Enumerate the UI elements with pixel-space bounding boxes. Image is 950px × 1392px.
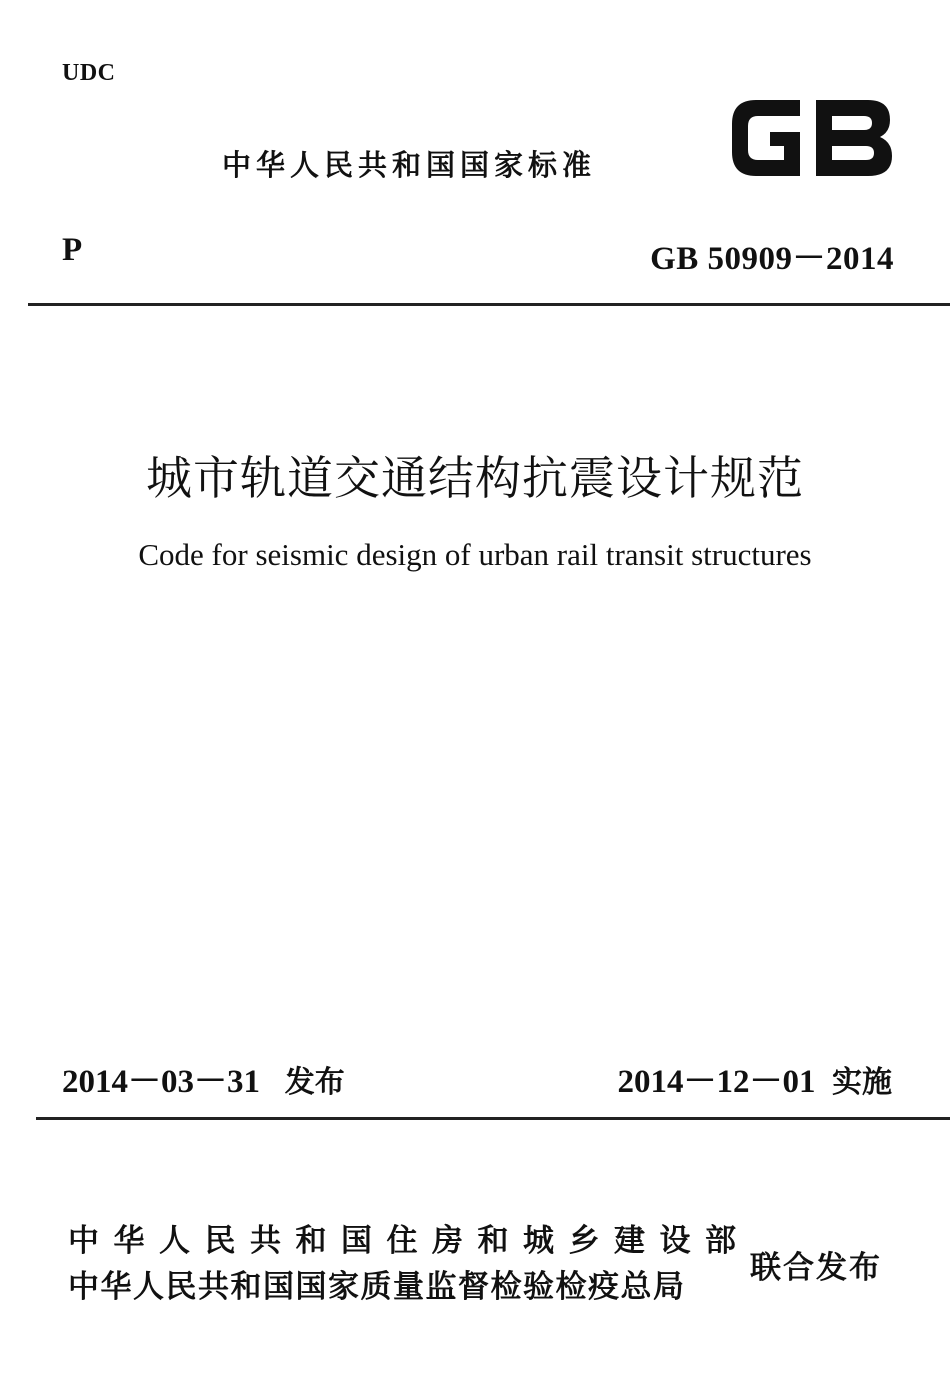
national-standard-heading: 中华人民共和国国家标准 bbox=[222, 148, 597, 182]
footer-divider bbox=[36, 1117, 950, 1120]
implementation-date: 2014－12－01 bbox=[617, 1064, 816, 1100]
issue-date-block bbox=[62, 1055, 345, 1102]
issuing-authorities bbox=[68, 1218, 751, 1310]
issuer-aqsiq: 中华人民共和国国家质量监督检验检疫总局 bbox=[68, 1269, 686, 1305]
title-english: Code for seismic design of urban rail transit structures bbox=[138, 537, 812, 572]
issue-label: 发布 bbox=[284, 1065, 345, 1100]
classification-code: P bbox=[62, 232, 83, 268]
implementation-label: 实施 bbox=[832, 1065, 892, 1100]
implementation-date-block bbox=[618, 1055, 893, 1102]
header-divider bbox=[28, 303, 950, 306]
issuer-ministry-housing: 中华人民共和国住房和城乡建设部 bbox=[68, 1223, 751, 1259]
title-chinese: 城市轨道交通结构抗震设计规范 bbox=[146, 451, 804, 505]
udc-label: UDC bbox=[62, 60, 116, 86]
issue-date: 2014－03－31 bbox=[62, 1064, 260, 1100]
joint-issue-label: 联合发布 bbox=[750, 1250, 882, 1286]
standard-number: GB 50909－2014 bbox=[650, 241, 894, 277]
gb-logo-icon bbox=[726, 92, 896, 184]
